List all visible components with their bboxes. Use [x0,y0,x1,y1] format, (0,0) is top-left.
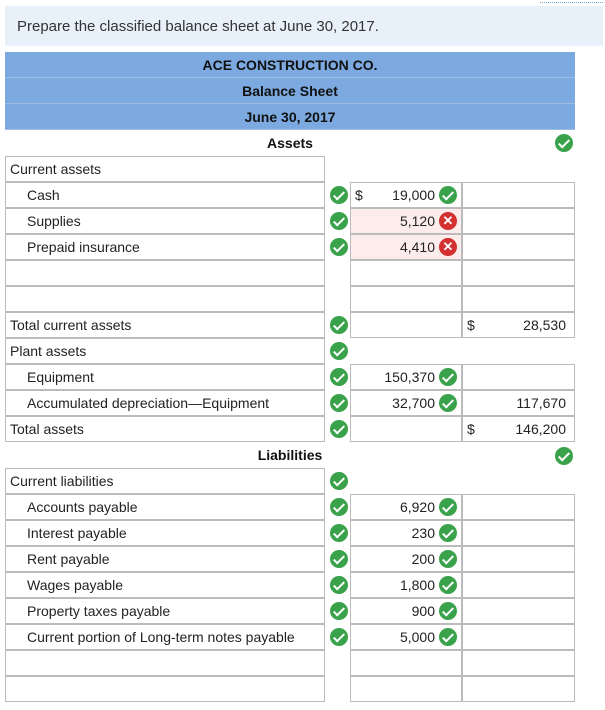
total-field[interactable] [462,676,575,702]
amount-field[interactable]: 1,800 [350,572,462,598]
correct-icon [330,316,348,334]
total-field[interactable] [462,572,575,598]
total-field[interactable]: $ 28,530 [462,312,575,338]
account-field[interactable]: Plant assets [5,338,325,364]
amount-field[interactable]: 5,120 ✕ [350,208,462,234]
statement-date: June 30, 2017 [5,104,575,130]
correct-icon [330,212,348,230]
correct-icon [330,420,348,438]
table-row [5,156,575,182]
correct-icon [330,576,348,594]
correct-icon [439,186,457,204]
table-row [5,338,575,364]
correct-icon [330,368,348,386]
amount-field[interactable]: 4,410 ✕ [350,234,462,260]
correct-icon [439,368,457,386]
account-field[interactable]: Current liabilities [5,468,325,494]
section-correct-icon [555,447,573,465]
correct-icon [330,602,348,620]
table-row [5,598,575,624]
incorrect-icon: ✕ [439,238,457,256]
amount-field[interactable] [350,416,462,442]
total-field[interactable] [462,624,575,650]
amount-field[interactable]: 230 [350,520,462,546]
table-row [5,286,575,312]
amount-field[interactable]: $ 19,000 [350,182,462,208]
correct-icon [439,628,457,646]
liabilities-heading-label: Liabilities [257,447,323,463]
correct-icon [439,602,457,620]
total-field[interactable]: $ 146,200 [462,416,575,442]
table-row [5,650,575,676]
account-field[interactable]: Cash [5,182,325,208]
question-prompt [5,6,603,46]
account-field[interactable]: Property taxes payable [5,598,325,624]
total-field[interactable] [462,182,575,208]
balance-sheet-grid [5,52,575,702]
correct-icon [330,342,348,360]
table-row [5,572,575,598]
account-field[interactable] [5,650,325,676]
table-row [5,546,575,572]
correct-icon [330,628,348,646]
account-field[interactable]: Supplies [5,208,325,234]
table-row [5,260,575,286]
correct-icon [439,524,457,542]
correct-icon [330,238,348,256]
section-correct-icon [555,134,573,152]
amount-field[interactable]: 900 [350,598,462,624]
total-field[interactable] [462,260,575,286]
company-name: ACE CONSTRUCTION CO. [5,52,575,78]
amount-field[interactable]: 5,000 [350,624,462,650]
account-field[interactable] [5,676,325,702]
table-row [5,676,575,702]
account-field[interactable]: Prepaid insurance [5,234,325,260]
total-field[interactable] [462,546,575,572]
account-field[interactable]: Rent payable [5,546,325,572]
account-field[interactable]: Wages payable [5,572,325,598]
account-field[interactable]: Total assets [5,416,325,442]
total-field[interactable] [462,650,575,676]
account-field[interactable] [5,286,325,312]
amount-field[interactable] [350,260,462,286]
amount-field[interactable] [350,312,462,338]
dotted-divider [540,2,603,3]
correct-icon [439,394,457,412]
assets-heading-label: Assets [267,135,313,151]
statement-title: Balance Sheet [5,78,575,104]
table-row [5,520,575,546]
correct-icon [330,186,348,204]
account-field[interactable] [5,260,325,286]
table-row [5,416,575,442]
amount-field[interactable] [350,286,462,312]
table-row [5,468,575,494]
correct-icon [330,472,348,490]
amount-field[interactable] [350,650,462,676]
table-row [5,312,575,338]
amount-field[interactable]: 200 [350,546,462,572]
total-field[interactable] [462,364,575,390]
total-field[interactable] [462,234,575,260]
account-field[interactable]: Accumulated depreciation—Equipment [5,390,325,416]
correct-icon [439,576,457,594]
table-row [5,390,575,416]
account-field[interactable]: Equipment [5,364,325,390]
incorrect-icon: ✕ [439,212,457,230]
prompt-text: Prepare the classified balance sheet at June 30, 2017. [17,18,379,35]
amount-field[interactable]: 6,920 [350,494,462,520]
correct-icon [330,498,348,516]
table-row [5,364,575,390]
table-row [5,624,575,650]
total-field[interactable] [462,520,575,546]
account-field[interactable]: Interest payable [5,520,325,546]
amount-field[interactable]: 32,700 [350,390,462,416]
account-field[interactable]: Accounts payable [5,494,325,520]
correct-icon [330,550,348,568]
liabilities-heading [5,442,575,468]
table-row [5,494,575,520]
amount-field[interactable]: 150,370 [350,364,462,390]
amount-field[interactable] [350,676,462,702]
correct-icon [330,394,348,412]
account-field[interactable]: Total current assets [5,312,325,338]
total-field[interactable] [462,494,575,520]
assets-heading [5,130,575,156]
table-row [5,208,575,234]
table-row [5,234,575,260]
account-field[interactable]: Current portion of Long-term notes payable [5,624,325,650]
total-field[interactable]: 117,670 [462,390,575,416]
total-field[interactable] [462,208,575,234]
account-field[interactable]: Current assets [5,156,325,182]
total-field[interactable] [462,598,575,624]
total-field[interactable] [462,286,575,312]
correct-icon [439,550,457,568]
correct-icon [439,498,457,516]
table-row [5,182,575,208]
correct-icon [330,524,348,542]
